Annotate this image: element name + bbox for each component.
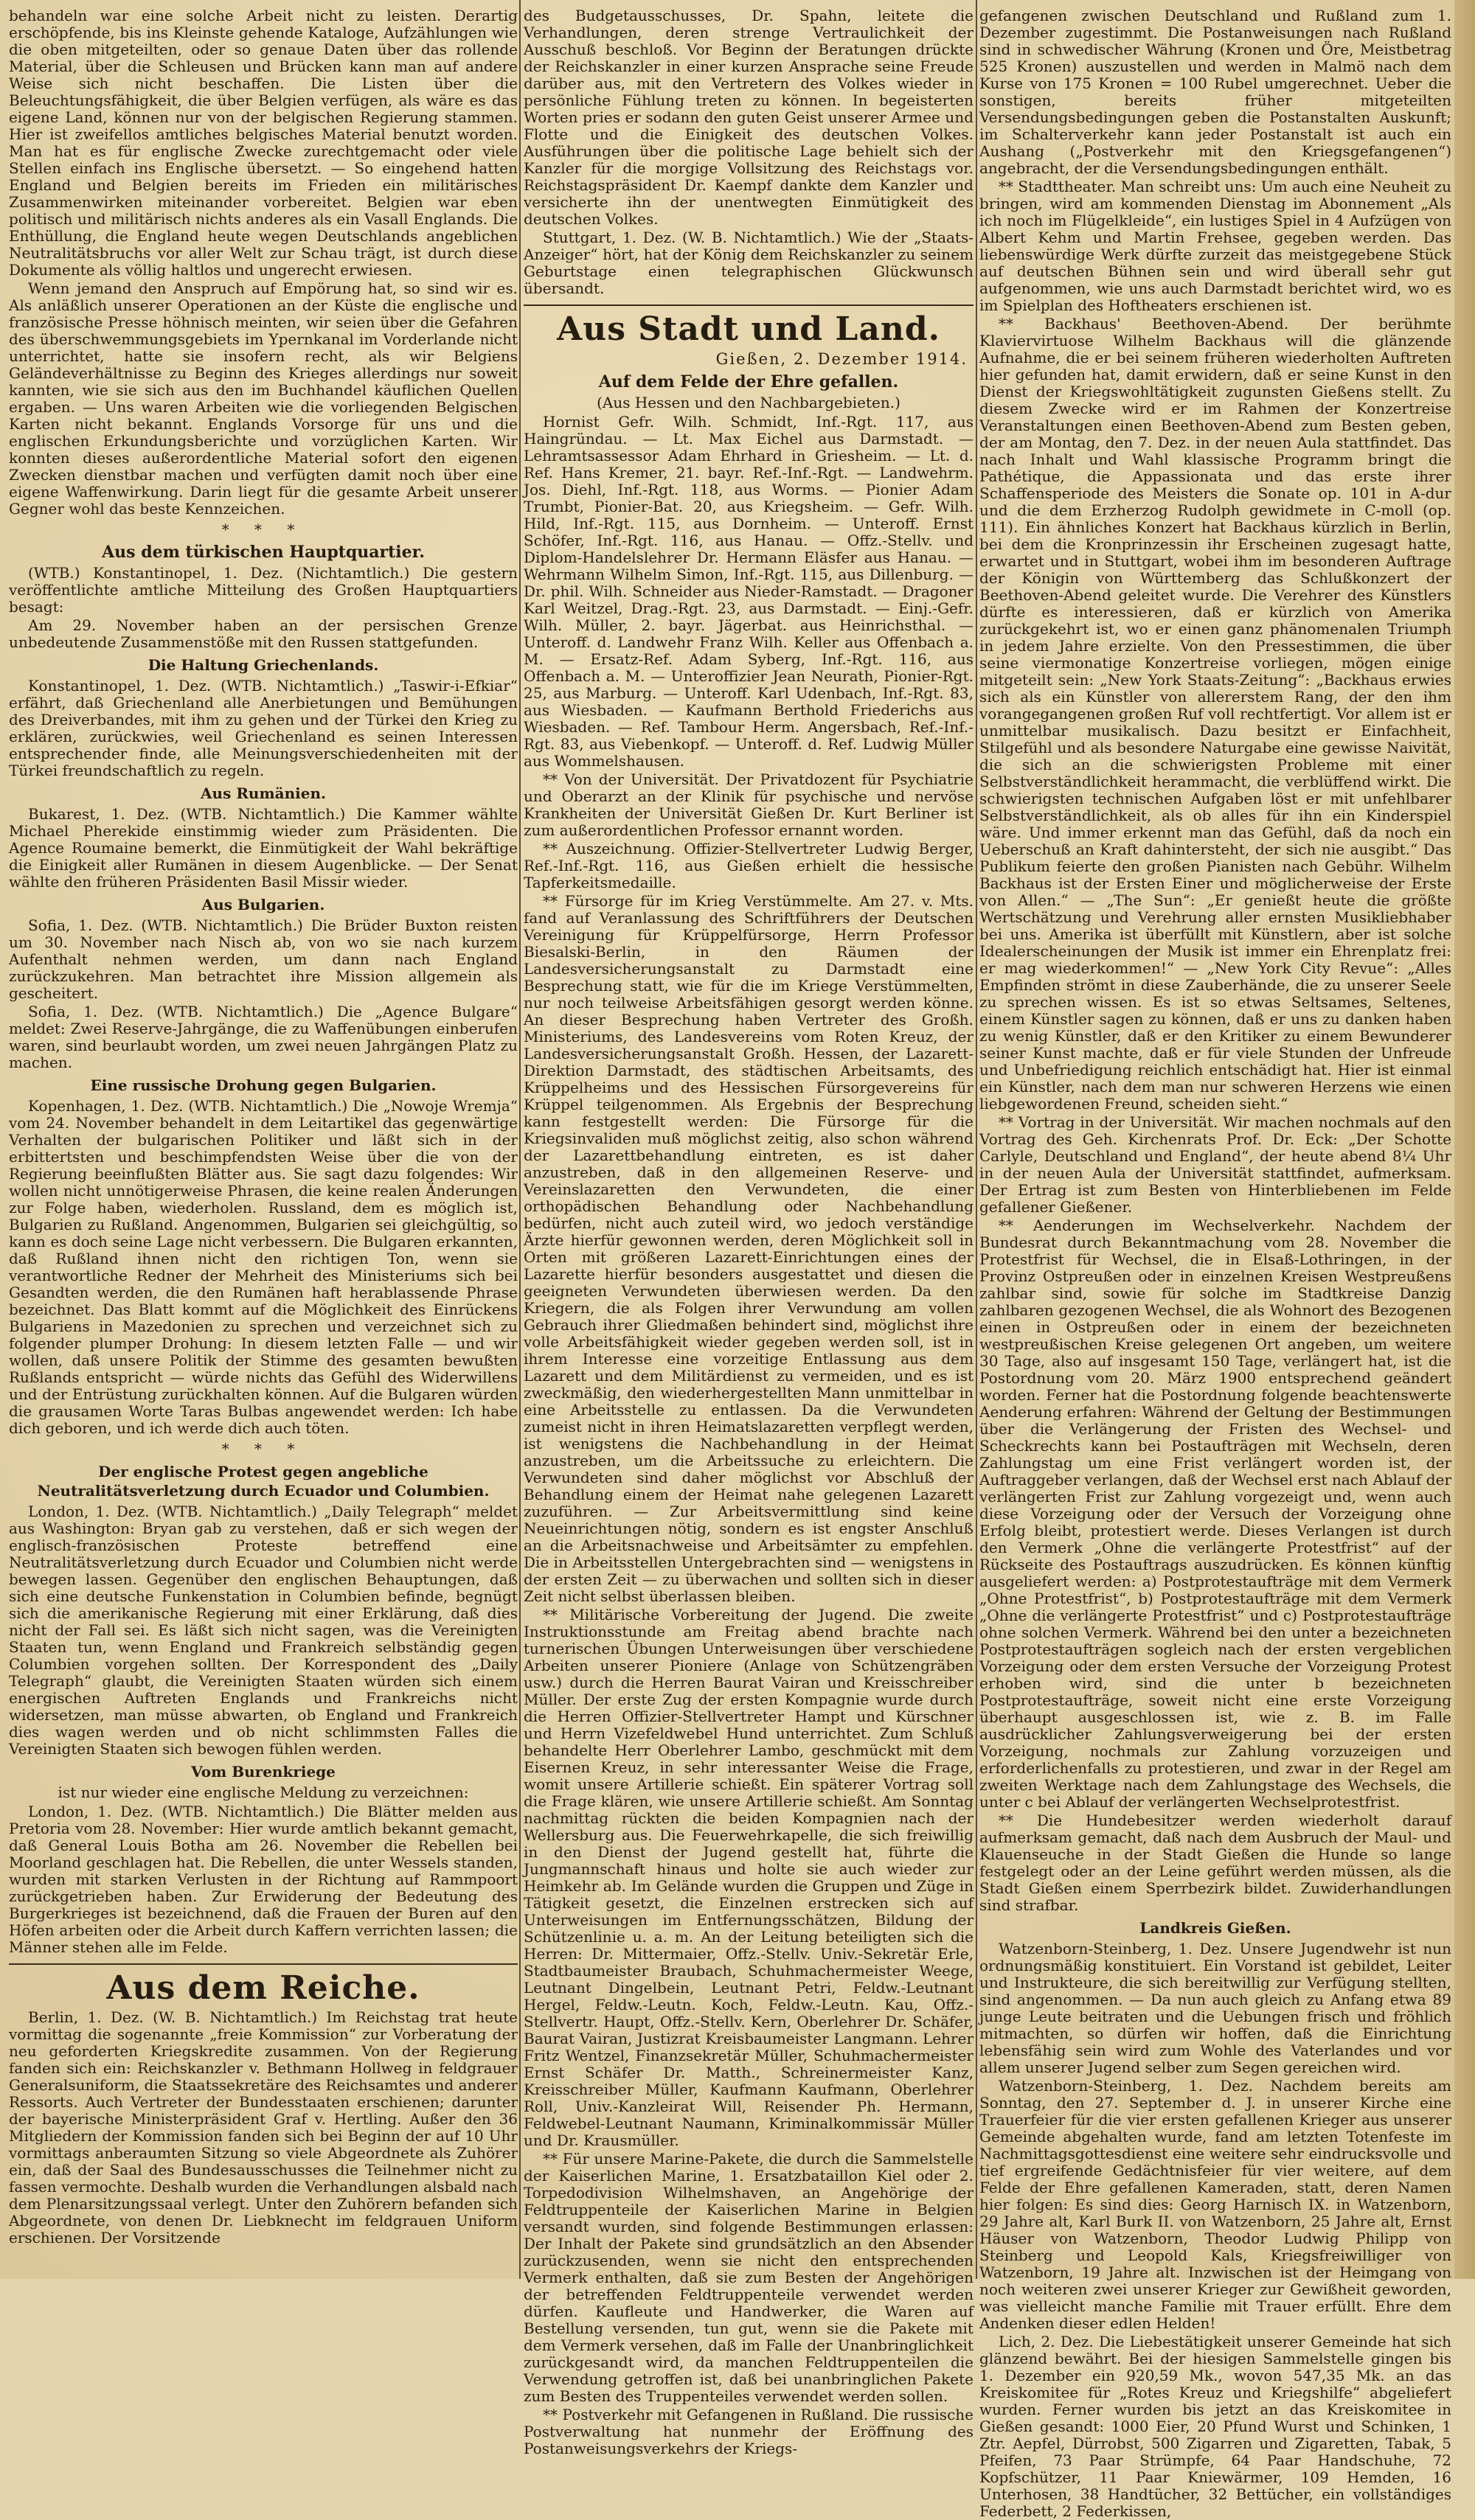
article-continuation: des Budgetausschusses, Dr. Spahn, leitete die Verhandlungen, deren strenge Vertraulichkeit der Ausschuß beschloß. Vor Beginn der Beratungen drückte der Reichskanzler in einer kurzen Ansprache seine Freude darüber aus, mit den Vertretern des Volkes wieder in persönliche Fühlung treten zu können. In begeisterten Worten pries er sodann den guten Geist unserer Armee und Flotte und die Einigkeit des deutschen Volkes. Ausführungen über die politische Lage behielt sich der Kanzler für die morgige Vollsitzung des Reichstags vor. Reichstagspräsident Dr. Kaempf dankte dem Kanzler und versicherte ihn der unentwegten Einmütigkeit des deutschen Volkes. [524,7,974,228]
section-rule [9,1963,518,1965]
section-separator: * * * [221,521,305,538]
headline-romania: Aus Rumänien. [201,784,326,802]
article-paragraph: Am 29. November haben an der persischen Grenze unbedeutende Zusammenstöße mit den Russen stattgefunden. [9,616,518,651]
article-paragraph: ** Postverkehr mit Gefangenen in Rußland. Die russische Postverwaltung hat nunmehr der Eröffnung des Postanweisungsverkehrs der Kriegs- [524,2406,974,2457]
article-paragraph: Kopenhagen, 1. Dez. (WTB. Nichtamtlich.) Die „Nowoje Wremja“ vom 24. November behandelt in dem Leitartikel das gegenwärtige Verhalten der bulgarischen Politiker und läßt sich in der erbittertsten und beschimpfendsten Weise über die von der Regierung beeinflußten Blätter aus. Sie sagt dazu folgendes: Wir wollen nicht unnötigerweise Phrasen, die keine realen Änderungen zur Folge haben, wiederholen. Russland, dem es möglich ist, Bulgarien zu Rußland. Angenommen, Bulgarien sei gleichgültig, so kann es doch seine Lage nicht verbessern. Die Bulgaren erkannten, daß Rußland ihnen nicht den richtigen Ton, wenn sie verantwortliche Redner der Mehrheit des Ministeriums sich bei Gesandten werden, die den Rumänen haft herablassende Phrase bezeichnet. Das Blatt kommt auf die Möglichkeit des Einrückens Bulgariens in Mazedonien zu sprechen und verzeichnet sich zu folgender plumper Drohung: In diesem letzten Falle — und wir wollen, daß unsere Politik der Stimme des gesamten bewußten Rußlands entspricht — würde nichts das Gefühl des Widerwillens und der Entrüstung zurückhalten können. Auf die Bulgaren würden die grausamen Worte Taras Bulbas angewendet werden: Ich habe dich geboren, und ich werde dich auch töten. [9,1097,518,1437]
article-paragraph: Wenn jemand den Anspruch auf Empörung hat, so sind wir es. Als anläßlich unserer Operationen an der Küste die englische und französische Presse höhnisch meinten, wir seien über die Gefahren des überschwemmungsgebiets im Ypernkanal im Vorderlande nicht unterrichtet, hatte sie insofern recht, als wir Belgiens Geländeverhältnisse zu Beginn des Krieges allerdings nur soweit kannten, wie sie sich aus den im Buchhandel käuflichen Quellen ergaben. — Uns waren Arbeiten wie die vorliegenden Belgischen Karten nicht bekannt. Englands Vorsorge für uns und die englischen Erkundungsberichte und vorzüglichen Karten. Wir konnten dieses außerordentliche Material sofort den eigenen Zwecken dienstbar machen und verfügten damit noch über eine eigene Waffenwirkung. Darin liegt für die gesamte Arbeit unserer Gegner wohl das beste Kennzeichen. [9,279,518,518]
column-rule-1 [519,0,521,2279]
article-paragraph: Bukarest, 1. Dez. (WTB. Nichtamtlich.) Die Kammer wählte Michael Pherekide einstimmig wieder zum Präsidenten. Die Agence Roumaine bemerkt, die Einmütigkeit der Wahl bekräftige die Einigkeit aller Rumänen in diesem Augenblicke. — Der Senat wählte den früheren Präsidenten Basil Missir wieder. [9,805,518,891]
article-paragraph: Sofia, 1. Dez. (WTB. Nichtamtlich.) Die „Agence Bulgare“ meldet: Zwei Reserve-Jahrgänge, die zu Waffenübungen einberufen waren, sind beurlaubt worden, um zwei neuen Jahrgängen Platz zu machen. [9,1003,518,1071]
article-paragraph: Sofia, 1. Dez. (WTB. Nichtamtlich.) Die Brüder Buxton reisten um 30. November nach Nisch ab, von wo sie nach kurzem Aufenthalt nehmen werden, um dann nach England zurückzukehren. Man betrachtet ihre Mission allgemein als gescheitert. [9,916,518,1002]
paper-edge [1454,0,1475,2279]
article-paragraph: London, 1. Dez. (WTB. Nichtamtlich.) Die Blätter melden aus Pretoria vom 28. November: Hier wurde amtlich bekannt gemacht, daß General Louis Botha am 26. November die Rebellen bei Moorland geschlagen hat. Die Rebellen, die unter Wessels standen, wurden mit starken Verlusten in der Richtung auf Rammpoort zurückgetrieben haben. Zur Erwiderung der Bedeutung des Burgerkrieges ist bezeichnend, daß die Frauen der Buren auf den Höfen arbeiten oder die Arbeit durch Kaffern verrichten lassen; die Männer stehen alle im Felde. [9,1803,518,1956]
article-paragraph: ** Backhaus' Beethoven-Abend. Der berühmte Klaviervirtuose Wilhelm Backhaus will die glänzende Aufnahme, die er bei seinem früheren wiederholten Auftreten hier gefunden hat, damit erwidern, daß er seine Kunst in den Dienst der Kriegswohltätigkeit zugunsten Gießens stellt. Zu diesem Zwecke wird er im Rahmen der Konzertreise Veranstaltungen einen Beethoven-Abend zum Besten geben, der am Montag, den 7. Dez. in der neuen Aula stattfindet. Das nach Inhalt und Wahl klassische Programm bringt die Pathétique, die Appassionata und das erste ihrer Schaffensperiode des Meisters die Sonate op. 101 in A-dur und die dem Erzherzog Rudolph gewidmete in C-moll (op. 111). Ein ähnliches Konzert hat Backhaus kürzlich in Berlin, bei dem die Kronprinzessin ihr Erscheinen zugesagt hatte, erwartet und in Stuttgart, wobei ihm im besonderen Auftrage der Königin von Württemberg das Schlußkonzert der Beethoven-Abend geleitet wurde. Die Verehrer des Künstlers dürfte es interessieren, daß er kürzlich von Amerika zurückgekehrt ist, wo er einen ganz phänomenalen Triumph in jedem Jahre erzielte. Von den Pressestimmen, die über seine viermonatige Konzertreise vorliegen, mögen einige mitgeteilt sein: „New York Staats-Zeitung“: „Backhaus erwies sich als ein Künstler von allererstem Rang, der den ihm vorangegangenen großen Ruf voll rechtfertigt. Vor allem ist er unmittelbar musikalisch. Dazu besitzt er Einfachheit, Stilgefühl und als besondere Naturgabe eine gewisse Naivität, die sich an die schwierigsten Probleme mit einer Selbstverständlichkeit herammacht, die verblüffend wirkt. Die schwierigsten technischen Aufgaben löst er mit unfehlbarer Selbstverständlichkeit, als ob alles für ihn ein Kinderspiel wäre. Und immer erkennt man das Gefühl, daß da noch ein Ueberschuß an Kraft dahintersteht, der sich nie ausgibt.“ Das Publikum feierte den großen Pianisten nach Gebühr. Wilhelm Backhaus ist der Ersten Einer und möglicherweise der Erste von Allen.“ — „The Sun“: „Er genießt heute die größte Wertschätzung und Verehrung aller ernsten Musikliebhaber bei uns. Amerika ist überfüllt mit Künstlern, aber ist solche Idealerscheinungen der Musik ist immer ein Ehrenplatz frei: er mag wiederkommen!“ — „New York City Revue“: „Alles Empfinden strömt in diese Zauberhände, die zu unserer Seele zu sprechen wissen. Es ist so etwas Seltsames, Seltenes, einem Künstler sagen zu können, daß er uns zu danken haben zu wenig Künstler, daß er den Kritiker zu einem Bewunderer seiner Kunst machte, daß er für viele Stunden der Unfreude und Unbefriedigung reichlich entschädigt hat. Hier ist einmal ein Künstler, nach dem man nur schweren Herzens wie einen liebgewordenen Freund, scheiden sieht.“ [979,315,1451,1113]
headline-landkreis: Landkreis Gießen. [1139,1919,1291,1937]
article-paragraph: ** Auszeichnung. Offizier-Stellvertreter Ludwig Berger, Ref.-Inf.-Rgt. 116, aus Gießen erhielt die hessische Tapferkeitsmedaille. [524,840,974,891]
article-paragraph: ** Militärische Vorbereitung der Jugend. Die zweite Instruktionsstunde am Freitag abend brachte nach turnerischen Übungen Unterweisungen über verschiedene Arbeiten unserer Pioniere (Anlage von Schützengräben usw.) durch die Herren Baurat Vairan und Kreisschreiber Müller. Der erste Zug der ersten Kompagnie wurde durch die Herren Offizier-Stellvertreter Hampt und Kürschner und Herrn Vizefeldwebel Hund unterrichtet. Zum Schluß behandelte Herr Oberlehrer Lambo, geschmückt mit dem Eisernen Kreuz, in sehr interessanter Weise die Frage, womit unsere Artillerie schießt. Ein späterer Vortrag soll die Frage klären, wie unsere Artillerie schießt. Am Sonntag nachmittag rückten die beiden Kompagnien nach der Wellersburg aus. Die Feuerwehrkapelle, die sich freiwillig in den Dienst der Jugend gestellt hat, führte die Jungmannschaft hinaus und holte sie auch wieder zur Heimkehr ab. Im Gelände wurden die Gruppen und Züge in Tätigkeit gesetzt, die Einzelnen erstrecken sich auf Unterweisungen im Entfernungsschätzen, Bildung der Schützenlinie u. a. m. An der Leitung beteiligten sich die Herren: Dr. Mittermaier, Offz.-Stellv. Univ.-Sekretär Erle, Stadtbaumeister Braubach, Schuhmachermeister Weege, Leutnant Dingelbein, Leutnant Petri, Feldw.-Leutnant Hergel, Feldw.-Leutn. Koch, Feldw.-Leutn. Kau, Offz.-Stellvertr. Haupt, Offz.-Stellv. Kern, Oberlehrer Dr. Schäfer, Baurat Vairan, Justizrat Kreisbaumeister Langmann. Lehrer Fritz Wentzel, Finanzsekretär Müller, Schuhmachermeister Ernst Schäfer Dr. Matth., Schreinermeister Kanz, Kreisschreiber Müller, Kaufmann Kaufmann, Oberlehrer Roll, Univ.-Kanzleirat Will, Reisender Ph. Hermann, Feldwebel-Leutnant Naumann, Kriminalkommissär Müller und Dr. Krausmüller. [524,1606,974,2149]
article-paragraph: Konstantinopel, 1. Dez. (WTB. Nichtamtlich.) „Taswir-i-Efkiar“ erfährt, daß Griechenland alle Anerbietungen und Bemühungen des Dreiverbandes, mit ihm zu gehen und der Türkei den Krieg zu erklären, zurückwies, weil Griechenland es seinen Interessen entsprechender finde, alle Meinungsverschiedenheiten mit der Türkei freundschaftlich zu regeln. [9,677,518,779]
article-continuation: behandeln war eine solche Arbeit nicht zu leisten. Derartig erschöpfende, bis ins Kleinste gehende Kataloge, Aufzählungen wie die oben mitgeteilten, oder so genaue Daten über das rollende Material, über die Schleusen und Brücken kann man auf andere Weise sich nicht beschaffen. Die Listen über die Beleuchtungsfähigkeit, die über Belgien verfügen, als wäre es das eigene Land, können nur von der belgischen Regierung stammen. Hier ist zweifellos amtliches belgisches Material benutzt worden. Man hat es für englische Zwecke zurechtgemacht oder viele Stellen einfach ins Englische übersetzt. — So eingehend hatten England und Belgien bereits im Frieden ein militärisches Zusammenwirken miteinander vorbereitet. Belgien war eben politisch und militärisch nichts anderes als ein Vasall Englands. Die Enthüllung, die England heute wegen Deutschlands angeblichen Neutralitätsbruchs vor aller Welt zur Schau trägt, ist durch diese Dokumente als völlig haltlos und ungerecht erwiesen. [9,7,518,279]
column-3 [979,7,1451,2520]
article-paragraph: London, 1. Dez. (WTB. Nichtamtlich.) „Daily Telegraph“ meldet aus Washington: Bryan gab zu verstehen, daß er sich wegen der englisch-französischen Proteste betreffend eine Neutralitätsverletzung durch Ecuador und Columbien nicht werde bewegen lassen. Gegenüber den englischen Behauptungen, daß sich eine deutsche Funkenstation in Columbien befinde, begnügt sich die amerikanische Regierung mit einer Erklärung, daß dies nicht der Fall sei. Es läßt sich nicht sagen, was die Vereinigten Staaten tun, wenn England und Frankreich selbständig gegen Columbien vorgehen sollten. Der Korrespondent des „Daily Telegraph“ glaubt, die Vereinigten Staaten würden sich einem energischen Auftreten Englands und Frankreichs nicht widersetzen, man müsse abwarten, ob England und Frankreich dies wagen werden und ob nicht schlimmsten Falles die Vereinigten Staaten sich bewogen fühlen werden. [9,1503,518,1758]
section-separator: * * * [221,1440,305,1458]
fallen-list: Hornist Gefr. Wilh. Schmidt, Inf.-Rgt. 117, aus Haingründau. — Lt. Max Eichel aus Darmstadt. — Lehramtsassessor Adam Ehrhard in Griesheim. — Lt. d. Ref. Hans Kremer, 21. bayr. Ref.-Inf.-Rgt. — Landwehrm. Jos. Diehl, Inf.-Rgt. 118, aus Worms. — Pionier Adam Trumbt, Pionier-Bat. 20, aus Kriegsheim. — Gefr. Wilh. Hild, Inf.-Rgt. 115, aus Dornheim. — Unteroff. Ernst Schöfer, Inf.-Rgt. 116, aus Hanau. — Offz.-Stellv. und Diplom-Handelslehrer Dr. Hermann Eläsfer aus Hanau. — Wehrmann Wilhelm Simon, Inf.-Rgt. 115, aus Dillenburg. — Dr. phil. Wilh. Schneider aus Nieder-Ramstadt. — Dragoner Karl Weitzel, Drag.-Rgt. 23, aus Darmstadt. — Einj.-Gefr. Wilh. Müller, 2. bayr. Jägerbat. aus Heinrichsthal. — Unteroff. d. Landwehr Franz Wilh. Keller aus Offenbach a. M. — Ersatz-Ref. Adam Syberg, Inf.-Rgt. 116, aus Offenbach a. M. — Unteroffizier Jean Neurath, Pionier-Rgt. 25, aus Marburg. — Unteroff. Karl Udenbach, Inf.-Rgt. 83, aus Wiesbaden. — Kaufmann Berthold Friederichs aus Wiesbaden. — Ref. Tambour Herm. Angersbach, Ref.-Inf.-Rgt. 83, aus Viebenkopf. — Unteroff. d. Ref. Ludwig Müller aus Wommelshausen. [524,413,974,770]
column-rule-2 [976,0,977,2279]
headline-english-protest: Der englische Protest gegen angebliche Neutralitätsverletzung durch Ecuador und Columbien. [37,1463,490,1500]
article-paragraph: Stuttgart, 1. Dez. (W. B. Nichtamtlich.) Wie der „Staats-Anzeiger“ hört, hat der König dem Reichskanzler zu seinem Geburtstage einen telegraphischen Glückwunsch übersandt. [524,229,974,297]
section-title-city-country: Aus Stadt und Land. [557,310,940,348]
article-continuation: gefangenen zwischen Deutschland und Rußland zum 1. Dezember zugestimmt. Die Postanweisungen nach Rußland sind in schwedischer Währung (Kronen und Öre, Meistbetrag 525 Kronen) auszustellen und werden in Malmö nach dem Kurse von 175 Kronen = 100 Rubel umgerechnet. Ueber die sonstigen, bereits früher mitgeteilten Versendungsbedingungen geben die Postanstalten Auskunft; im Schalterverkehr kann jeder Postanstalt ist auch ein Aushang („Postverkehr mit den Kriegsgefangenen“) angebracht, der die Versendungsbedingungen enthält. [979,7,1451,177]
article-paragraph: Lich, 2. Dez. Die Liebestätigkeit unserer Gemeinde hat sich glänzend bewährt. Bei der hiesigen Sammelstelle gingen bis 1. Dezember ein 920,59 Mk., wovon 547,35 Mk. an das Kreiskomitee für „Rotes Kreuz und Kriegshilfe“ abgeliefert wurden. Ferner wurden bis jetzt an das Kreiskomitee in Gießen gesandt: 1000 Eier, 20 Pfund Wurst und Schinken, 1 Ztr. Aepfel, Dürrobst, 500 Zigarren und Zigaretten, Tabak, 5 Pfeifen, 73 Paar Strümpfe, 64 Paar Handschuhe, 72 Kopfschützer, 11 Paar Kniewärmer, 109 Hemden, 16 Unterhosen, 38 Handtücher, 32 Bettücher, ein vollständiges Federbett, 2 Federkissen, [979,2333,1451,2520]
section-rule [524,304,974,306]
column-2 [524,7,974,2457]
article-paragraph: Berlin, 1. Dez. (W. B. Nichtamtlich.) Im Reichstag trat heute vormittag die sogenannte „freie Kommission“ zur Vorberatung der neu geforderten Kriegskredite zusammen. Von der Regierung fanden sich ein: Reichskanzler v. Bethmann Hollweg in feldgrauer Generalsuniform, die Staatssekretäre des Reichsamtes und anderer Ressorts. Auch Vertreter der Bundesstaaten erschienen; darunter der bayerische Ministerpräsident Graf v. Hertling. Außer den 36 Mitgliedern der Kommission fanden sich bei Beginn der auf 10 Uhr vormittags anberaumten Sitzung so viele Abgeordnete als Zuhörer ein, daß der Saal des Bundesausschusses die Teilnehmer nicht zu fassen vermochte. Deshalb wurden die Verhandlungen alsbald nach dem Plenarsitzungssaal verlegt. Unter den Zuhörern befanden sich Abgeordnete, von denen Dr. Liebknecht im feldgrauen Uniform erschienen. Der Vorsitzende [9,2008,518,2246]
article-paragraph: Watzenborn-Steinberg, 1. Dez. Unsere Jugendwehr ist nun ordnungsmäßig konstituiert. Ein Vorstand ist gebildet, Leiter und Instrukteure, die sich bereitwillig zur Verfügung stellten, sind angenommen. — Da nun auch gleich zu Anfang etwa 89 junge Leute beitraten und die Uebungen frisch und fröhlich mitmachten, so dürfen wir hoffen, daß die Einrichtung lebensfähig sein wird zum Wohle des Vaterlandes und vor allem unserer Jugend selber zum Segen gereichen wird. [979,1940,1451,2076]
headline-bulgaria: Aus Bulgarien. [201,896,325,913]
dateline: Gießen, 2. Dezember 1914. [715,350,968,368]
article-paragraph: Watzenborn-Steinberg, 1. Dez. Nachdem bereits am Sonntag, den 27. September d. J. in unserer Kirche eine Trauerfeier für die vier ersten gefallenen Krieger aus unserer Gemeinde abgehalten wurde, fand am letzten Totenfeste im Nachmittagsgottesdienst eine weitere sehr eindrucksvolle und tief ergreifende Gedächtnisfeier für vier weitere, auf dem Felde der Ehre gefallenen Kameraden, statt, deren Namen hier folgen: Es sind dies: Georg Harnisch IX. in Watzenborn, 29 Jahre alt, Karl Burk II. von Watzenborn, 25 Jahre alt, Ernst Häuser von Watzenborn, Theodor Ludwig Philipp von Steinberg und Leopold Kals, Kriegsfreiwilliger von Watzenborn, 19 Jahre alt. Inzwischen ist der Heimgang von noch weiteren zwei unserer Krieger zur Gewißheit geworden, was vielleicht manche Familie mit Trauer erfüllt. Ehre dem Andenken dieser edlen Helden! [979,2077,1451,2332]
headline-turkish-hq: Aus dem türkischen Hauptquartier. [102,543,425,562]
article-paragraph: ** Die Hundebesitzer werden wiederholt darauf aufmerksam gemacht, daß nach dem Ausbruch der Maul- und Klauenseuche in der Stadt Gießen die Hunde so lange festgelegt oder an der Leine geführt werden müssen, als die Stadt Gießen einem Sperrbezirk bildet. Zuwiderhandlungen sind strafbar. [979,1811,1451,1914]
headline-boer-war: Vom Burenkriege [191,1763,336,1781]
headline-russian-threat: Eine russische Drohung gegen Bulgarien. [90,1076,437,1094]
article-paragraph: ** Stadttheater. Man schreibt uns: Um auch eine Neuheit zu bringen, wird am kommenden Dienstag im Abonnement „Als ich noch im Flügelkleide“, ein lustiges Spiel in 4 Aufzügen von Albert Kehm und Martin Frehsee, gegeben werden. Das liebenswürdige Werk dürfte zurzeit das meistgegebene Stück auf deutschen Bühnen sein und wird überall sehr gut aufgenommen, wie uns auch Darmstadt berichtet wird, wo es im Spielplan des Hoftheaters erschienen ist. [979,178,1451,314]
article-paragraph: ** Von der Universität. Der Privatdozent für Psychiatrie und Oberarzt an der Klinik für psychische und nervöse Krankheiten der Universität Gießen Dr. Kurt Berliner ist zum außerordentlichen Professor ernannt worden. [524,770,974,839]
headline-fallen: Auf dem Felde der Ehre gefallen. [598,372,899,391]
column-1 [9,7,518,2273]
section-title-reich: Aus dem Reiche. [106,1969,420,2007]
article-paragraph: (WTB.) Konstantinopel, 1. Dez. (Nichtamtlich.) Die gestern veröffentlichte amtliche Mitteilung des Großen Hauptquartiers besagt: [9,564,518,616]
subheading: ist nur wieder eine englische Meldung zu verzeichnen: [58,1783,469,1801]
headline-greece: Die Haltung Griechenlands. [148,656,379,674]
article-paragraph: ** Aenderungen im Wechselverkehr. Nachdem der Bundesrat durch Bekanntmachung vom 28. November die Protestfrist für Wechsel, die in Elsaß-Lothringen, in der Provinz Ostpreußen oder in einzelnen Kreisen Westpreußens zahlbar sind, sowie für solche im Stadtkreise Danzig zahlbaren gezogenen Wechsel, die als Wohnort des Bezogenen einen in Ostpreußen oder in einem der bezeichneten westpreußischen Kreise gelegenen Ort angeben, um weitere 30 Tage, also auf insgesamt 150 Tage, verlängert hat, ist die Postordnung vom 20. März 1900 entsprechend geändert worden. Ferner hat die Postordnung folgende beachtenswerte Aenderung erfahren: Während der Geltung der Bestimmungen über die Verlängerung der Fristen des Wechsel- und Scheckrechts kann bei Postaufträgen mit Wechseln, deren Zahlungstag um eine Frist verlängert worden ist, der Auftraggeber verlangen, daß der Wechsel erst nach Ablauf der verlängerten Frist zur Zahlung vorgezeigt und, wenn auch diese Vorzeigung oder der Versuch der Vorzeigung ohne Erfolg bleibt, protestiert werde. Dieses Verlangen ist durch den Vermerk „Ohne die verlängerte Protestfrist“ auf der Rückseite des Postauftrags auszudrücken. Es können künftig ausgeliefert werden: a) Postprotestaufträge mit dem Vermerk „Ohne Protestfrist“, b) Postprotestaufträge mit dem Vermerk „Ohne die verlängerte Protestfrist“ und c) Postprotestaufträge ohne solchen Vermerk. Während bei den unter a bezeichneten Postprotestaufträgen sogleich nach der ersten vergeblichen Vorzeigung oder dem ersten Versuche der Vorzeigung Protest erhoben wird, sind die unter b bezeichneten Postprotestaufträge, soweit nicht eine erste Vorzeigung überhaupt ausgeschlossen ist, wie z. B. im Falle ausdrücklicher Zahlungsverweigerung bei der ersten Vorzeigung, nochmals zur Zahlung vorzuzeigen und erforderlichenfalls zu protestieren, und zwar in der Regel am zweiten Werktage nach dem Zahlungstage des Wechsels, die unter c bei Ablauf der verlängerten Wechselprotestfrist. [979,1217,1451,1811]
article-paragraph: ** Für unsere Marine-Pakete, die durch die Sammelstelle der Kaiserlichen Marine, 1. Ersatzbataillon Kiel oder 2. Torpedodivision Wilhelmshaven, an Angehörige der Feldtruppenteile der Kaiserlichen Marine in Belgien versandt wurden, sind folgende Bestimmungen erlassen: Der Inhalt der Pakete sind grundsätzlich an den Absender zurückzusenden, wenn sie nicht den entsprechenden Vermerk enthalten, daß sie zum Besten der Angehörigen der betreffenden Feldtruppenteile verwendet werden dürfen. Kaufleute und Handwerker, die Waren auf Bestellung versenden, tun gut, wenn sie die Pakete mit dem Vermerk versehen, daß im Falle der Unanbringlichkeit zurückgesandt wird, da manchen Feldtruppenteilen die Verwendung getroffen ist, daß bei unanbringlichen Pakete zum Besten des Truppenteiles verwendet werden sollen. [524,2150,974,2405]
article-paragraph: ** Fürsorge für im Krieg Verstümmelte. Am 27. v. Mts. fand auf Veranlassung des Schriftführers der Deutschen Vereinigung für Krüppelfürsorge, Herrn Professor Biesalski-Berlin, in den Räumen der Landesversicherungsanstalt zu Darmstadt eine Besprechung statt, wie für die im Kriege Verstümmelten, nur noch teilweise Arbeitsfähigen gesorgt werden könne. An dieser Besprechung haben Vertreter des Großh. Ministeriums, des Landesvereins vom Roten Kreuz, der Landesversicherungsanstalt Großh. Hessen, der Lazarett-Direktion Darmstadt, des städtischen Arbeitsamts, des Krüppelheims und des Hessischen Fürsorgevereins für Krüppel teilgenommen. Als Ergebnis der Besprechung kann festgestellt werden: Die Fürsorge für die Kriegsinvaliden muß möglichst zeitig, also schon während der Lazarettbehandlung eintreten, es ist daher anzustreben, daß in den allgemeinen Reserve- und Vereinslazaretten den Verwundeten, die einer orthopädischen Behandlung oder Nachbehandlung bedürfen, nicht auch zuteil wird, wo jedoch verständige Ärzte hierfür gewonnen werden, deren Möglichkeit soll in Orten mit größeren Lazarett-Einrichtungen eines der Lazarette hierfür besonders ausgestattet und diesen die geeigneten Verwundeten überwiesen werden. Da den Kriegern, die als Folgen ihrer Verwundung am vollen Gebrauch ihrer Gliedmaßen behindert sind, möglichst ihre volle Arbeitsfähigkeit wieder gegeben werden soll, ist in ihrem Interesse eine vorzeitige Entlassung aus dem Lazarett und dem Militärdienst zu vermeiden, und es ist zweckmäßig, den wiederhergestellten Mann unmittelbar in eine Arbeitsstelle zu entlassen. Da die Verwundeten zumeist nicht in ihren Heimatslazaretten verpflegt werden, ist wenigstens die Nachbehandlung in der Heimat anzustreben, um die Arbeitssuche zu erleichtern. Die Verwundeten sind daher möglichst vor Abschluß der Behandlung einem der Heimat nahe gelegenen Lazarett zuzuführen. — Zur Arbeitsvermittlung sind keine Neueinrichtungen nötig, sondern es ist engster Anschluß an die Arbeitsnachweise und Arbeitsämter zu empfehlen. Die in Arbeitsstellen Untergebrachten sind — wenigstens in der ersten Zeit — zu überwachen und sollten sich in dieser Zeit nicht selbst überlassen bleiben. [524,892,974,1605]
article-paragraph: ** Vortrag in der Universität. Wir machen nochmals auf den Vortrag des Geh. Kirchenrats Prof. Dr. Eck: „Der Schotte Carlyle, Deutschland und England“, der heute abend 8¼ Uhr in der neuen Aula der Universität stattfindet, aufmerksam. Der Ertrag ist zum Besten von Hinterbliebenen im Felde gefallener Gießener. [979,1113,1451,1216]
subheading: (Aus Hessen und den Nachbargebieten.) [597,394,900,411]
